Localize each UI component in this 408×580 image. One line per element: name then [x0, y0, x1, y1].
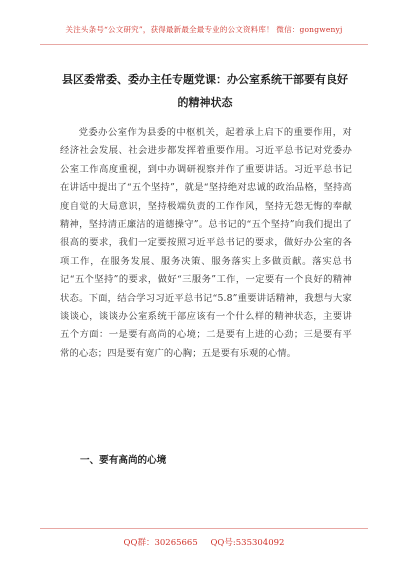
- section-heading: 一、要有高尚的心境: [80, 455, 167, 466]
- footer-divider: [40, 528, 368, 529]
- header-banner: 关注头条号“公文研究”，获得最新最全最专业的公文资料库！ 微信：gongwenyj: [65, 25, 343, 34]
- document-title: 县区委常委、委办主任专题党课：办公室系统干部要有良好的精神状态: [62, 73, 348, 109]
- footer-qq-number: QQ号:535304092: [210, 538, 285, 548]
- footer-contact: [0, 536, 408, 548]
- header-divider: [40, 44, 368, 45]
- footer-qq-group: QQ群：30265665: [123, 538, 198, 548]
- body-paragraph: 党委办公室作为县委的中枢机关，起着承上启下的重要作用，对经济社会发展、社会进步都发挥着重要作用。习近平总书记对党委办公室工作高度重视，到中办调研视察并作了重要讲话。习近平总书记在讲话中提出了“五个坚持”，就是“坚持绝对忠诚的政治品格，坚持高度自觉的大局意识，坚持极端负责的工作作风，坚持无怨无悔的奉献精神，坚持清正廉洁的道德操守”。总书记的“五个坚持”向我们提出了很高的要求，我们一定要按照习近平总书记的要求，做好办公室的各项工作，在服务发展、服务决策、服务落实上多做贡献。落实总书记“五个坚持”的要求，做好“三服务”工作，一定要有一个良好的精神状态。下面，结合学习习近平总书记“5.8”重要讲话精神，我想与大家谈谈心，谈谈办公室系统干部应该有一个什么样的精神状态，主要讲五个方面：一是要有高尚的心境；二是要有上进的心劲；三是要有平常的心态；四是要有宽广的心胸；五是要有乐观的心情。: [60, 127, 352, 359]
